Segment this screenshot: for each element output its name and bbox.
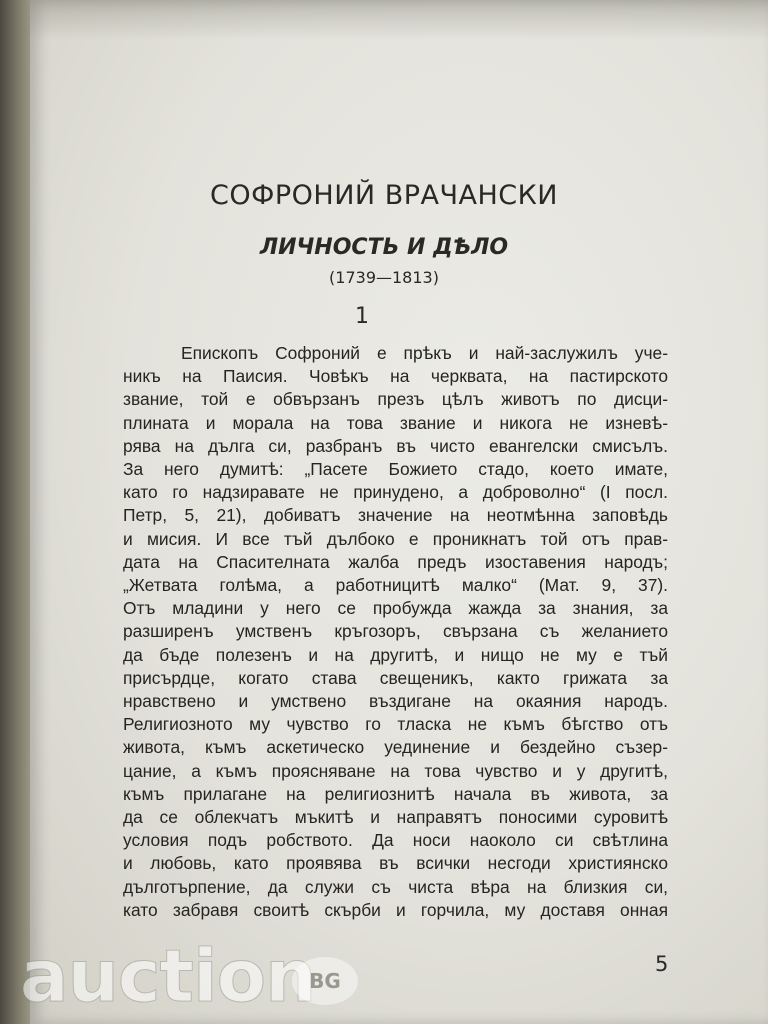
text-line: Религиозното му чувство го тласка не къмъ бѣгство отъ: [123, 714, 668, 735]
text-line: За него думитѣ: „Пасете Божието стадо, което имате,: [123, 459, 668, 480]
text-line: „Жетвата голѣма, а работницитѣ малко“ (Мат. 9, 37).: [123, 575, 668, 596]
text-line: цание, а къмъ проясняване на това чувство и у другитѣ,: [123, 760, 668, 781]
text-line: дълготърпение, да служи съ чиста вѣра на близкия си,: [123, 876, 668, 897]
life-dates: (1739—1813): [329, 268, 439, 287]
text-line: като забравя своитѣ скърби и горчила, му доставя онная: [123, 899, 668, 920]
section-number: 1: [355, 304, 369, 329]
text-line: да се облекчатъ мъкитѣ и направятъ поносими суровитѣ: [123, 807, 668, 828]
text-line: звание, той е обвързанъ презъ цѣлъ животъ по дисци-: [123, 389, 668, 410]
text-line: рява на дълга си, разбранъ въ чисто евангелски смисълъ.: [123, 435, 668, 456]
text-line: като го надзиравате не принудено, а доброволно“ (I посл.: [123, 482, 668, 503]
text-line: разширенъ умственъ кръгозоръ, свързана съ желанието: [123, 621, 668, 642]
text-line: никъ на Паисия. Човѣкъ на черквата, на пастирското: [123, 366, 668, 387]
text-line: и мисия. И все тъй дълбоко е проникнатъ той отъ прав-: [123, 528, 668, 549]
text-line: дата на Спасителната жалба предъ изоставения народъ;: [123, 551, 668, 572]
auction-watermark: auction: [20, 934, 316, 1018]
page-number: 5: [655, 952, 669, 976]
document-title: СОФРОНИЙ ВРАЧАНСКИ: [210, 180, 558, 211]
text-line: Отъ младини у него се пробужда жажда за знания, за: [123, 598, 668, 619]
page-top-shadow: [30, 0, 768, 40]
text-line: да бъде полезенъ и на другитѣ, и нищо не му е тъй: [123, 644, 668, 665]
text-line: Петр, 5, 21), добиватъ значение на неотмѣнна заповѣдь: [123, 505, 668, 526]
text-line: живота, къмъ аскетическо уединение и бездейно съзер-: [123, 737, 668, 758]
text-line: присърдце, когато става свещеникъ, както грижата за: [123, 667, 668, 688]
text-line: плината и морала на това звание и никога не изневѣ-: [123, 412, 668, 433]
text-line: къмъ прилагане на религиознитѣ начала въ живота, за: [123, 783, 668, 804]
text-line: Епископъ Софроний е прѣкъ и най-заслужилъ уче-: [181, 343, 668, 363]
body-paragraph: [123, 342, 668, 922]
watermark-bg-badge: BG: [292, 957, 358, 1005]
text-line: и любовь, като проявява въ всички несгоди християнско: [123, 853, 668, 874]
text-line: нравствено и умствено въздигане на окаяния народъ.: [123, 691, 668, 712]
document-subtitle: ЛИЧНОСТЬ И ДѢЛО: [259, 235, 509, 260]
text-line: условия подъ робството. Да носи наоколо си свѣтлина: [123, 830, 668, 851]
